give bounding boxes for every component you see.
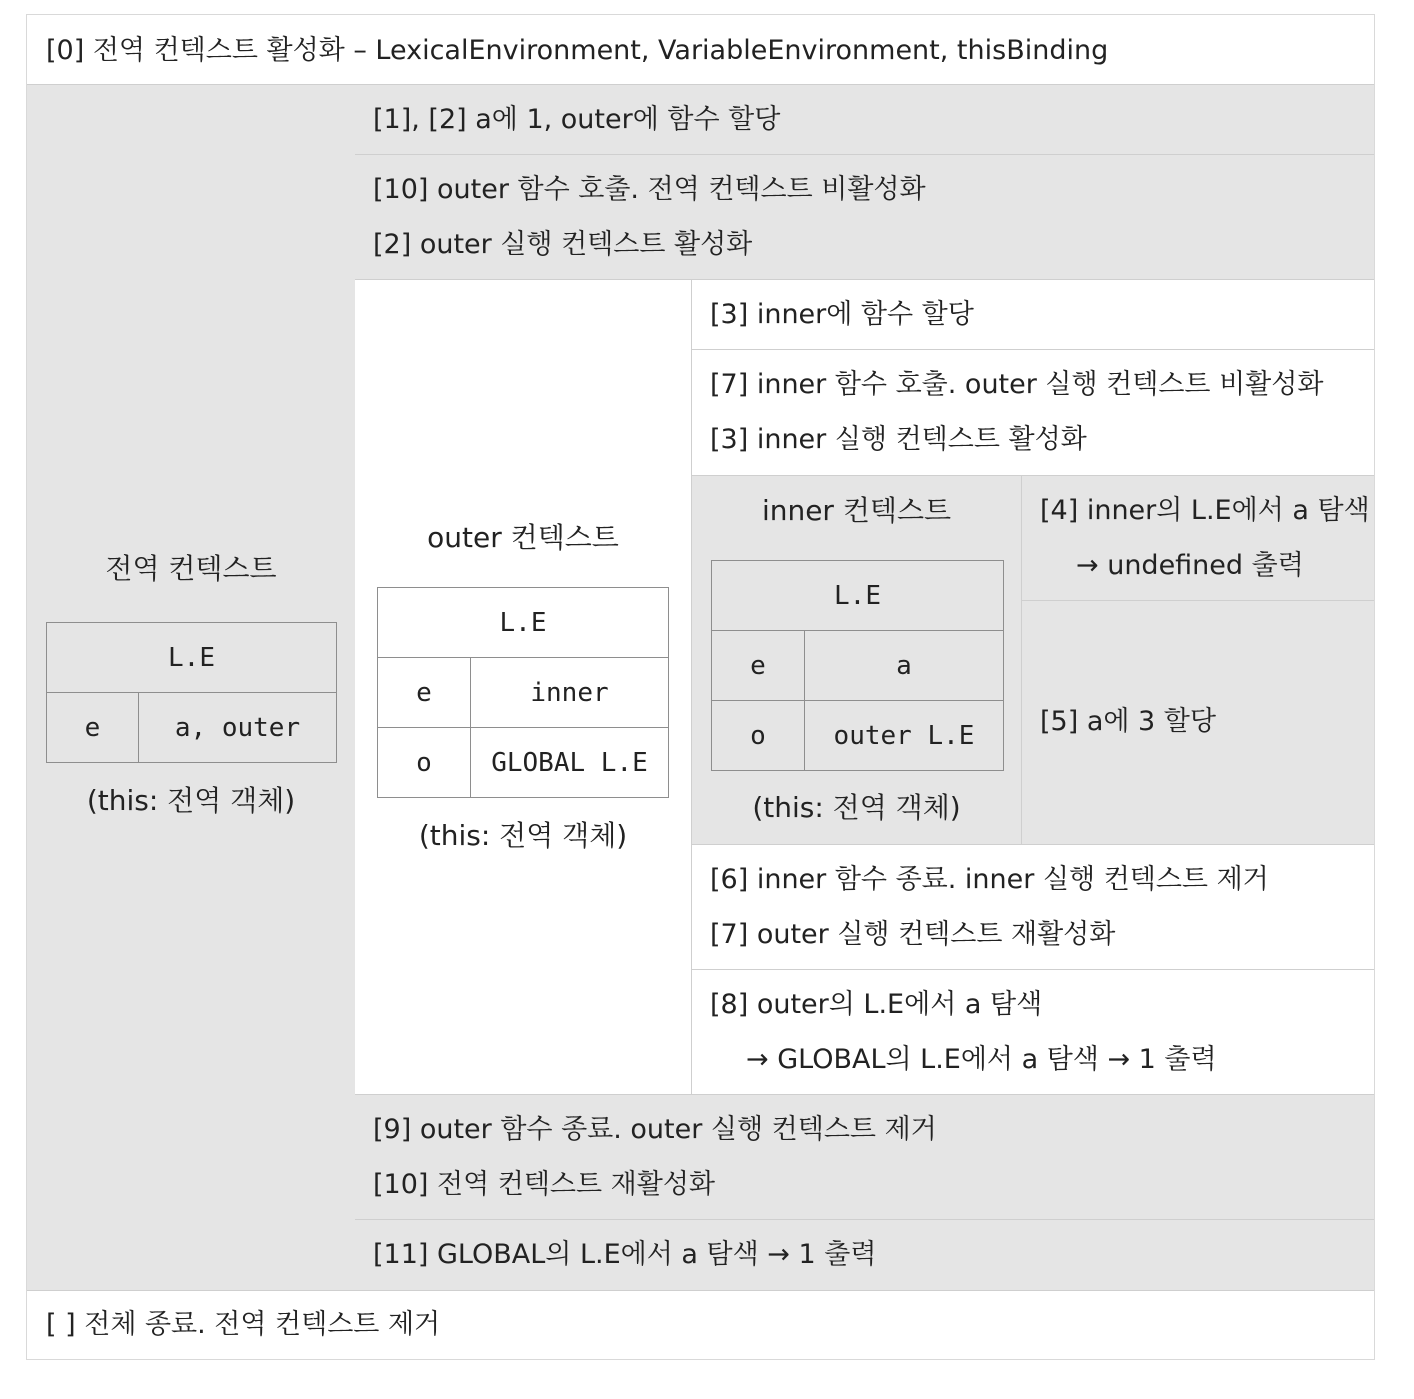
global-le-table — [46, 622, 337, 763]
step-8b-text: → GLOBAL의 L.E에서 a 탐색 → 1 출력 — [746, 1044, 1217, 1075]
step-6-text: [5] a에 3 할당 — [1040, 706, 1216, 737]
step-4b-text: [3] inner 실행 컨텍스트 활성화 — [710, 424, 1087, 455]
outer-le-outer-key: o — [378, 728, 471, 798]
step-9a-text: [9] outer 함수 종료. outer 실행 컨텍스트 제거 — [373, 1114, 937, 1145]
inner-this-label: (this: 전역 객체) — [752, 791, 961, 824]
global-context-title: 전역 컨텍스트 — [105, 552, 277, 585]
step-row-4 — [692, 350, 1374, 476]
step-row-0 — [27, 15, 1374, 85]
step-row-6 — [1021, 601, 1374, 844]
global-this-label: (this: 전역 객체) — [86, 784, 296, 817]
step-row-3 — [692, 280, 1374, 350]
step-5a-text: [4] inner의 L.E에서 a 탐색 — [1040, 495, 1370, 526]
step-0-text: [0] 전역 컨텍스트 활성화 – LexicalEnvironment, VariableEnvironment, thisBinding — [46, 35, 1109, 66]
outer-le-table — [377, 587, 669, 798]
outer-le-header: L.E — [378, 588, 669, 658]
step-10-text: [11] GLOBAL의 L.E에서 a 탐색 → 1 출력 — [373, 1239, 877, 1270]
step-11-text: [ ] 전체 종료. 전역 컨텍스트 제거 — [46, 1309, 441, 1340]
step-7a-text: [6] inner 함수 종료. inner 실행 컨텍스트 제거 — [710, 864, 1269, 895]
inner-le-outer-value: outer L.E — [805, 701, 1004, 771]
step-row-1 — [355, 85, 1374, 155]
step-5b-text: → undefined 출력 — [1076, 550, 1304, 581]
step-row-9 — [355, 1094, 1374, 1220]
inner-context-block — [692, 476, 1021, 844]
step-row-5 — [1021, 476, 1374, 601]
step-2a-text: [10] outer 함수 호출. 전역 컨텍스트 비활성화 — [373, 174, 926, 205]
step-row-7 — [692, 844, 1374, 970]
inner-le-env-key: e — [712, 631, 805, 701]
step-2b-text: [2] outer 실행 컨텍스트 활성화 — [373, 229, 753, 260]
outer-le-outer-value: GLOBAL L.E — [471, 728, 669, 798]
step-row-8 — [692, 970, 1374, 1094]
inner-context-title: inner 컨텍스트 — [761, 494, 952, 527]
step-3-text: [3] inner에 함수 할당 — [710, 299, 974, 330]
inner-le-header: L.E — [712, 561, 1004, 631]
step-4a-text: [7] inner 함수 호출. outer 실행 컨텍스트 비활성화 — [710, 369, 1324, 400]
outer-this-label: (this: 전역 객체) — [418, 819, 628, 852]
global-le-header: L.E — [47, 623, 337, 693]
global-le-env-value: a, outer — [139, 693, 337, 763]
global-le-env-key: e — [47, 693, 139, 763]
inner-le-env-value: a — [805, 631, 1004, 701]
diagram-frame — [26, 14, 1375, 1360]
outer-le-env-key: e — [378, 658, 471, 728]
outer-context-title: outer 컨텍스트 — [427, 521, 619, 554]
outer-context-column — [355, 280, 691, 1094]
step-row-2 — [355, 155, 1374, 280]
step-8a-text: [8] outer의 L.E에서 a 탐색 — [710, 989, 1043, 1020]
step-9b-text: [10] 전역 컨텍스트 재활성화 — [373, 1169, 715, 1200]
inner-le-table — [711, 560, 1004, 771]
step-1-text: [1], [2] a에 1, outer에 함수 할당 — [373, 104, 781, 135]
inner-le-outer-key: o — [712, 701, 805, 771]
step-row-11 — [27, 1290, 1374, 1359]
global-context-column — [27, 85, 355, 1290]
step-row-10 — [355, 1220, 1374, 1290]
outer-le-env-value: inner — [471, 658, 669, 728]
step-7b-text: [7] outer 실행 컨텍스트 재활성화 — [710, 919, 1116, 950]
